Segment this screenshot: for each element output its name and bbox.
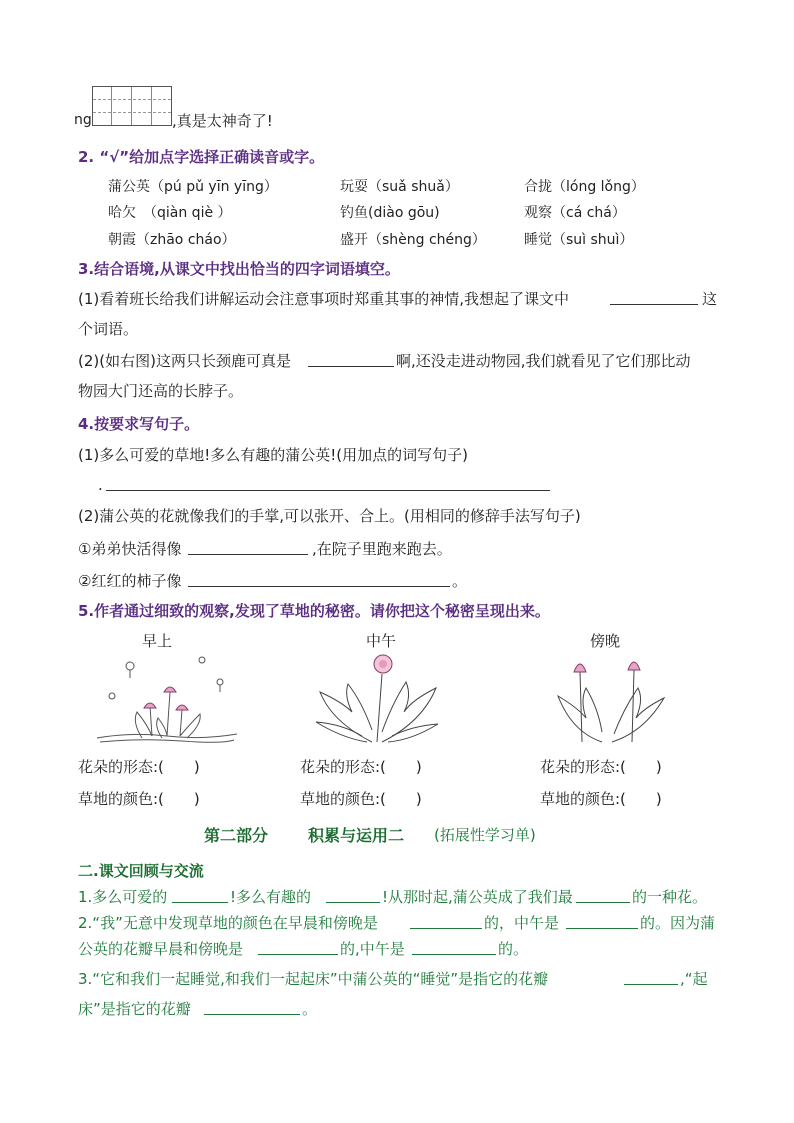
s2-blank-4[interactable]	[410, 914, 482, 929]
q4-blank-a[interactable]	[188, 540, 308, 555]
q4-s1-dot: .	[98, 476, 103, 494]
q2-item[interactable]: 哈欠 （qiàn qiè ）	[108, 205, 232, 221]
writing-grid[interactable]	[92, 86, 172, 126]
top-line-suffix: ,真是太神奇了!	[172, 112, 273, 130]
s2-l1a: 1.多么可爱的	[78, 888, 168, 906]
s2-l3c: 床”是指它的花瓣	[78, 1000, 191, 1018]
s2-l2d: 公英的花瓣早晨和傍晚是	[78, 940, 244, 958]
s2-blank-6[interactable]	[258, 940, 338, 955]
s2-blank-9[interactable]	[204, 1000, 300, 1015]
q3-blank-1[interactable]	[610, 290, 698, 305]
time-label-noon: 中午	[366, 632, 397, 650]
q3-p1b: 这	[702, 290, 718, 308]
color-label-evening[interactable]: 草地的颜色:( )	[540, 790, 662, 808]
dandelion-noon-illustration	[312, 652, 442, 748]
time-label-morning: 早上	[142, 632, 173, 650]
q2-item[interactable]: 玩耍（suǎ shuǎ）	[340, 179, 459, 195]
q4-title: 4.按要求写句子。	[78, 415, 200, 433]
part2-heading-b: 积累与运用二	[308, 826, 405, 845]
s2-l3d: 。	[302, 1000, 318, 1018]
q4-s2b-post: 。	[452, 572, 468, 590]
q4-blank-b[interactable]	[188, 572, 450, 587]
color-label-noon[interactable]: 草地的颜色:( )	[300, 790, 422, 808]
q2-item[interactable]: 合拢（lóng lǒng）	[524, 179, 645, 195]
s2-l1d: 的一种花。	[632, 888, 708, 906]
dandelion-evening-illustration	[552, 652, 670, 748]
s2-l1c: !从那时起,蒲公英成了我们最	[382, 888, 573, 906]
q2-item[interactable]: 睡觉（suì shuì）	[524, 232, 634, 248]
q2-item[interactable]: 观察（cá chá）	[524, 205, 626, 221]
q2-item[interactable]: 盛开（shèng chéng）	[340, 232, 486, 248]
s2-blank-7[interactable]	[412, 940, 496, 955]
q4-answer-line[interactable]	[106, 476, 550, 491]
s2-blank-1[interactable]	[172, 888, 228, 903]
q5-title: 5.作者通过细致的观察,发现了草地的秘密。请你把这个秘密呈现出来。	[78, 602, 550, 620]
s2-l3a: 3.“它和我们一起睡觉,和我们一起起床”中蒲公英的“睡觉”是指它的花瓣	[78, 970, 549, 988]
q4-s2b-pre: ②红红的柿子像	[78, 572, 182, 590]
s2-l3b: ,“起	[680, 970, 708, 988]
shape-label-evening[interactable]: 花朵的形态:( )	[540, 758, 662, 776]
q2-item[interactable]: 蒲公英（pú pǔ yīn yīng）	[108, 179, 278, 195]
q3-p2b: 啊,还没走进动物园,我们就看见了它们那比动	[396, 352, 691, 370]
color-label-morning[interactable]: 草地的颜色:( )	[78, 790, 200, 808]
q4-s2a-pre: ①弟弟快活得像	[78, 540, 182, 558]
pinyin-prefix: ng	[74, 112, 92, 128]
section2-title: 二.课文回顾与交流	[78, 862, 204, 880]
q4-s2: (2)蒲公英的花就像我们的手掌,可以张开、合上。(用相同的修辞手法写句子)	[78, 507, 581, 525]
q3-p2a: (2)(如右图)这两只长颈鹿可真是	[78, 352, 291, 370]
time-label-evening: 傍晚	[590, 632, 621, 650]
shape-label-morning[interactable]: 花朵的形态:( )	[78, 758, 200, 776]
s2-blank-5[interactable]	[566, 914, 638, 929]
q3-blank-2[interactable]	[308, 352, 394, 367]
q3-p1a: (1)看着班长给我们讲解运动会注意事项时郑重其事的神情,我想起了课文中	[78, 290, 570, 308]
q2-item[interactable]: 钓鱼(diào gōu)	[340, 205, 440, 221]
s2-l2c: 的。因为蒲	[640, 914, 716, 932]
s2-l1b: !多么有趣的	[230, 888, 312, 906]
part2-heading-a: 第二部分	[204, 826, 269, 845]
q3-title: 3.结合语境,从课文中找出恰当的四字词语填空。	[78, 260, 400, 278]
s2-l2e: 的,中午是	[340, 940, 405, 958]
q3-p1c: 个词语。	[78, 320, 139, 338]
s2-blank-2[interactable]	[326, 888, 380, 903]
q3-p2c: 物园大门还高的长脖子。	[78, 382, 244, 400]
s2-l2f: 的。	[498, 940, 529, 958]
s2-l2a: 2.“我”无意中发现草地的颜色在早晨和傍晚是	[78, 914, 378, 932]
part2-heading-c: (拓展性学习单)	[434, 826, 536, 844]
q4-s2a-post: ,在院子里跑来跑去。	[312, 540, 452, 558]
dandelion-morning-illustration	[92, 652, 242, 748]
q4-s1: (1)多么可爱的草地!多么有趣的蒲公英!(用加点的词写句子)	[78, 446, 468, 464]
s2-blank-3[interactable]	[576, 888, 630, 903]
s2-l2b: 的，中午是	[484, 914, 560, 932]
q2-item[interactable]: 朝霞（zhāo cháo）	[108, 232, 236, 248]
s2-blank-8[interactable]	[624, 970, 678, 985]
q2-title: 2. “√”给加点字选择正确读音或字。	[78, 148, 325, 166]
shape-label-noon[interactable]: 花朵的形态:( )	[300, 758, 422, 776]
